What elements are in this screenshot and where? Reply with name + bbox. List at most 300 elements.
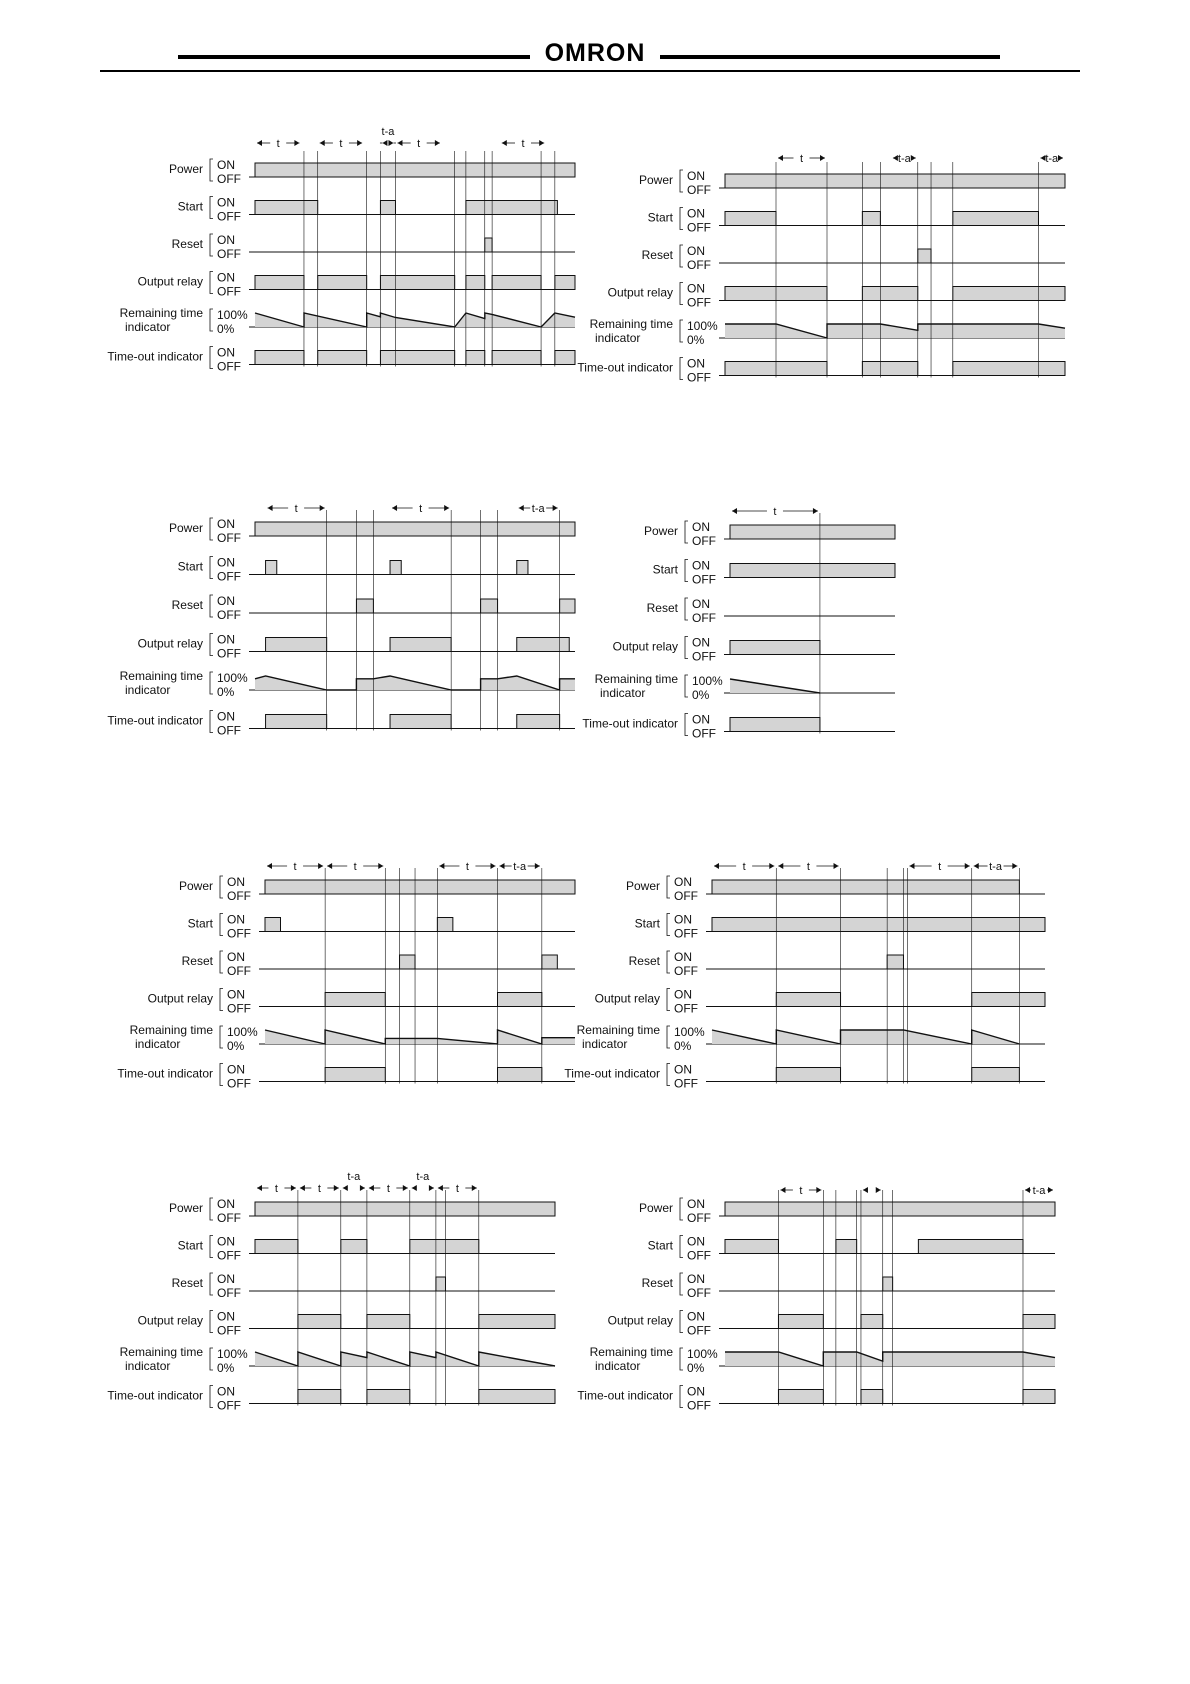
row-bracket: [685, 598, 688, 620]
row-off-label: OFF: [227, 926, 251, 941]
row-off-label: 0%: [227, 1039, 245, 1053]
row-off-label: OFF: [687, 1286, 711, 1300]
row-off-label: 0%: [687, 1361, 705, 1375]
arrowhead: [388, 140, 393, 146]
row-bracket: [667, 989, 670, 1011]
row-bracket: [220, 951, 223, 973]
row-off-label: OFF: [692, 726, 716, 741]
row-label-remaining-time-indicator: Remaining time: [129, 1023, 213, 1037]
start-pulse: [390, 561, 401, 575]
row-off-label: OFF: [687, 370, 711, 385]
row-bracket: [210, 557, 213, 579]
arrowhead: [320, 505, 325, 511]
row-bracket: [667, 951, 670, 973]
header-underline: [100, 70, 1080, 72]
row-on-label: ON: [687, 206, 705, 221]
remaining-time-area: [255, 676, 575, 690]
row-label-time-out-indicator: Time-out indicator: [564, 1066, 660, 1081]
arrowhead: [444, 505, 449, 511]
row-bracket: [220, 989, 223, 1011]
arrowhead: [412, 1185, 417, 1191]
arrowhead: [778, 863, 783, 869]
arrowhead: [502, 140, 507, 146]
start-pulse: [953, 212, 1039, 226]
row-bracket: [685, 521, 688, 543]
timeout-pulse: [266, 715, 327, 729]
arrowhead: [382, 140, 387, 146]
row-on-label: ON: [674, 987, 692, 1002]
timeout-pulse: [953, 362, 1065, 376]
row-on-label: ON: [217, 632, 235, 647]
row-bracket: [210, 159, 213, 181]
start-pulse: [255, 201, 318, 215]
row-on-label: ON: [692, 597, 710, 611]
row-label-reset: Reset: [171, 598, 203, 612]
interval-label: t: [938, 861, 942, 873]
start-pulse: [918, 1240, 1023, 1254]
output-pulse: [298, 1315, 341, 1329]
start-pulse: [437, 918, 453, 932]
interval-label: t: [386, 1183, 390, 1195]
arrowhead: [778, 155, 783, 161]
arrowhead: [863, 1187, 868, 1193]
row-label-power: Power: [643, 524, 678, 538]
row-on-label: 100%: [687, 319, 718, 333]
row-bracket: [210, 1198, 213, 1220]
interval-label: t: [799, 1185, 803, 1197]
row-on-label: ON: [692, 520, 710, 534]
interval-label: t: [806, 861, 810, 873]
row-label-remaining-time-indicator: indicator: [135, 1037, 181, 1051]
row-on-label: ON: [687, 281, 705, 296]
timeout-pulse: [730, 718, 820, 732]
row-on-label: 100%: [687, 1347, 718, 1361]
row-off-label: OFF: [692, 649, 716, 664]
row-label-start: Start: [652, 562, 678, 577]
interval-label: t: [417, 138, 421, 150]
row-off-label: OFF: [227, 964, 251, 978]
row-on-label: ON: [217, 270, 235, 285]
row-off-label: OFF: [217, 1286, 241, 1300]
row-label-output-relay: Output relay: [612, 639, 678, 654]
remaining-time-area: [712, 1030, 1019, 1044]
start-pulse: [466, 201, 558, 215]
row-bracket: [680, 1386, 683, 1408]
row-off-label: 0%: [217, 322, 235, 336]
arrowhead: [439, 863, 444, 869]
row-bracket: [210, 518, 213, 540]
row-off-label: 0%: [687, 333, 705, 347]
timeout-pulse: [861, 1390, 883, 1404]
row-label-power: Power: [168, 162, 203, 176]
arrowhead: [257, 140, 262, 146]
row-bracket: [680, 208, 683, 230]
row-on-label: ON: [687, 1197, 705, 1211]
interval-label: t-a: [381, 126, 395, 138]
row-label-remaining-time-indicator: Remaining time: [576, 1023, 660, 1037]
row-off-label: OFF: [687, 258, 711, 272]
start-pulse: [725, 212, 776, 226]
row-label-output-relay: Output relay: [594, 991, 660, 1006]
row-off-label: 0%: [217, 685, 235, 699]
row-label-output-relay: Output relay: [607, 285, 673, 300]
row-on-label: ON: [687, 1309, 705, 1324]
interval-label: t: [276, 138, 280, 150]
row-on-label: 100%: [217, 671, 248, 685]
arrowhead: [397, 140, 402, 146]
row-off-label: OFF: [217, 646, 241, 661]
row-label-output-relay: Output relay: [137, 1313, 203, 1328]
row-label-start: Start: [177, 199, 203, 214]
timing-diagram-mode-5: [100, 848, 580, 1098]
start-pulse: [341, 1240, 367, 1254]
header-rule-left: [178, 55, 530, 59]
arrowhead: [1012, 863, 1017, 869]
row-bracket: [210, 272, 213, 294]
row-bracket: [680, 1236, 683, 1258]
row-on-label: ON: [217, 158, 235, 172]
row-on-label: 100%: [227, 1025, 258, 1039]
row-off-label: OFF: [692, 572, 716, 587]
row-label-reset: Reset: [171, 1276, 203, 1290]
row-label-power: Power: [178, 879, 213, 893]
interval-label: t: [742, 861, 746, 873]
row-on-label: ON: [217, 345, 235, 360]
row-label-power: Power: [625, 879, 660, 893]
row-label-time-out-indicator: Time-out indicator: [107, 349, 203, 364]
output-pulse: [517, 638, 569, 652]
row-bracket: [210, 197, 213, 219]
timeout-pulse: [972, 1068, 1020, 1082]
arrowhead: [327, 863, 332, 869]
row-label-remaining-time-indicator: indicator: [595, 331, 641, 345]
row-off-label: 0%: [692, 688, 710, 702]
arrowhead: [357, 140, 362, 146]
power-pulse: [712, 880, 1019, 894]
row-label-remaining-time-indicator: Remaining time: [589, 1345, 673, 1359]
row-bracket: [685, 675, 688, 697]
start-pulse: [517, 561, 528, 575]
row-off-label: OFF: [227, 1076, 251, 1091]
row-on-label: 100%: [217, 308, 248, 322]
output-pulse: [325, 993, 385, 1007]
row-label-time-out-indicator: Time-out indicator: [577, 360, 673, 375]
row-on-label: ON: [674, 912, 692, 927]
row-bracket: [220, 914, 223, 936]
row-on-label: ON: [687, 356, 705, 371]
row-on-label: ON: [217, 517, 235, 531]
row-bracket: [680, 1311, 683, 1333]
row-label-remaining-time-indicator: indicator: [595, 1359, 641, 1373]
row-label-start: Start: [177, 1238, 203, 1253]
start-pulse: [712, 918, 1045, 932]
row-label-time-out-indicator: Time-out indicator: [117, 1066, 213, 1081]
row-off-label: OFF: [217, 172, 241, 186]
row-bracket: [667, 876, 670, 898]
row-label-output-relay: Output relay: [137, 636, 203, 651]
remaining-time-area: [265, 1030, 575, 1044]
arrowhead: [360, 1185, 365, 1191]
arrowhead: [318, 863, 323, 869]
power-pulse: [265, 880, 575, 894]
row-on-label: ON: [217, 555, 235, 570]
row-on-label: ON: [692, 712, 710, 727]
row-bracket: [210, 1386, 213, 1408]
arrowhead: [974, 863, 979, 869]
arrowhead: [535, 863, 540, 869]
row-bracket: [680, 358, 683, 380]
row-bracket: [667, 1064, 670, 1086]
row-bracket: [210, 634, 213, 656]
arrowhead: [1048, 1187, 1053, 1193]
row-on-label: ON: [687, 169, 705, 183]
output-pulse: [555, 276, 575, 290]
row-bracket: [685, 637, 688, 659]
row-on-label: ON: [687, 1272, 705, 1286]
row-on-label: 100%: [674, 1025, 705, 1039]
row-bracket: [210, 1348, 213, 1370]
row-on-label: ON: [692, 635, 710, 650]
start-pulse: [410, 1240, 479, 1254]
timeout-pulse: [498, 1068, 542, 1082]
arrowhead: [816, 1187, 821, 1193]
row-label-remaining-time-indicator: indicator: [600, 686, 646, 700]
start-pulse: [266, 561, 277, 575]
row-off-label: OFF: [217, 359, 241, 374]
row-bracket: [680, 1348, 683, 1370]
row-on-label: ON: [217, 1197, 235, 1211]
start-pulse: [730, 564, 895, 578]
arrowhead: [911, 155, 916, 161]
row-off-label: OFF: [217, 1323, 241, 1338]
arrowhead: [435, 140, 440, 146]
row-bracket: [220, 1026, 223, 1048]
arrowhead: [343, 1185, 348, 1191]
power-pulse: [730, 525, 895, 539]
row-off-label: OFF: [674, 889, 698, 903]
row-off-label: OFF: [674, 964, 698, 978]
timing-diagram-mode-6: [564, 848, 1050, 1098]
row-bracket: [680, 320, 683, 342]
row-label-remaining-time-indicator: Remaining time: [119, 669, 203, 683]
remaining-time-area: [725, 1352, 1055, 1366]
row-on-label: ON: [674, 1062, 692, 1077]
reset-pulse: [485, 238, 492, 252]
output-pulse: [972, 993, 1045, 1007]
row-off-label: OFF: [687, 295, 711, 310]
row-label-remaining-time-indicator: indicator: [125, 1359, 171, 1373]
reset-pulse: [481, 599, 498, 613]
row-off-label: OFF: [687, 1211, 711, 1225]
row-on-label: ON: [217, 709, 235, 724]
arrowhead: [291, 1185, 296, 1191]
row-off-label: 0%: [674, 1039, 692, 1053]
row-off-label: OFF: [227, 1001, 251, 1016]
output-pulse: [380, 276, 454, 290]
power-pulse: [255, 1202, 555, 1216]
row-label-power: Power: [168, 1201, 203, 1215]
arrowhead: [1025, 1187, 1030, 1193]
timeout-pulse: [555, 351, 575, 365]
interval-label: t: [465, 861, 469, 873]
output-pulse: [318, 276, 367, 290]
arrowhead: [300, 1185, 305, 1191]
timeout-pulse: [862, 362, 917, 376]
start-pulse: [255, 1240, 298, 1254]
timeout-pulse: [380, 351, 454, 365]
row-on-label: ON: [674, 875, 692, 889]
row-label-reset: Reset: [181, 954, 213, 968]
arrowhead: [491, 863, 496, 869]
arrowhead: [294, 140, 299, 146]
row-off-label: OFF: [227, 889, 251, 903]
row-bracket: [210, 1236, 213, 1258]
row-on-label: ON: [227, 912, 245, 927]
reset-pulse: [436, 1277, 446, 1291]
row-off-label: OFF: [217, 531, 241, 545]
row-bracket: [667, 1026, 670, 1048]
start-pulse: [380, 201, 395, 215]
timeout-pulse: [776, 1068, 840, 1082]
interval-label: t: [455, 1183, 459, 1195]
reset-pulse: [560, 599, 575, 613]
row-label-reset: Reset: [641, 1276, 673, 1290]
row-label-output-relay: Output relay: [137, 274, 203, 289]
timing-diagram-mode-8: [577, 1172, 1060, 1422]
row-bracket: [680, 1198, 683, 1220]
row-bracket: [210, 595, 213, 617]
timeout-pulse: [492, 351, 541, 365]
arrowhead: [438, 1185, 443, 1191]
interval-label: t-a: [1045, 153, 1059, 165]
row-on-label: ON: [692, 558, 710, 573]
row-on-label: ON: [227, 875, 245, 889]
row-off-label: OFF: [217, 209, 241, 224]
row-label-remaining-time-indicator: Remaining time: [594, 672, 678, 686]
output-pulse: [730, 641, 820, 655]
row-off-label: 0%: [217, 1361, 235, 1375]
output-pulse: [367, 1315, 410, 1329]
reset-pulse: [356, 599, 373, 613]
row-on-label: ON: [217, 1272, 235, 1286]
row-label-output-relay: Output relay: [607, 1313, 673, 1328]
row-off-label: OFF: [217, 569, 241, 584]
arrowhead: [500, 863, 505, 869]
output-pulse: [498, 993, 542, 1007]
row-off-label: OFF: [687, 183, 711, 197]
omron-logo: OMRON: [544, 39, 646, 67]
timeout-pulse: [298, 1390, 341, 1404]
row-on-label: ON: [687, 244, 705, 258]
row-bracket: [680, 245, 683, 267]
row-bracket: [210, 672, 213, 694]
row-bracket: [685, 714, 688, 736]
row-label-remaining-time-indicator: Remaining time: [119, 1345, 203, 1359]
interval-label: t: [521, 138, 525, 150]
timeout-pulse: [1023, 1390, 1055, 1404]
row-label-start: Start: [177, 559, 203, 574]
row-bracket: [680, 170, 683, 192]
row-bracket: [220, 876, 223, 898]
row-on-label: ON: [217, 195, 235, 210]
row-label-time-out-indicator: Time-out indicator: [107, 713, 203, 728]
row-bracket: [210, 1273, 213, 1295]
timing-diagram-mode-4: [582, 493, 900, 741]
row-on-label: ON: [217, 233, 235, 247]
row-off-label: OFF: [217, 608, 241, 622]
row-off-label: OFF: [692, 611, 716, 625]
row-bracket: [680, 283, 683, 305]
arrowhead: [769, 863, 774, 869]
output-pulse: [479, 1315, 555, 1329]
interval-label: t: [419, 503, 423, 515]
row-label-remaining-time-indicator: Remaining time: [589, 317, 673, 331]
row-label-remaining-time-indicator: indicator: [125, 320, 171, 334]
row-off-label: OFF: [217, 284, 241, 299]
row-label-power: Power: [638, 173, 673, 187]
arrowhead: [834, 863, 839, 869]
interval-label: t: [773, 506, 777, 518]
output-pulse: [778, 1315, 823, 1329]
row-bracket: [667, 914, 670, 936]
row-label-power: Power: [638, 1201, 673, 1215]
row-label-output-relay: Output relay: [147, 991, 213, 1006]
interval-label: t: [293, 861, 297, 873]
row-label-time-out-indicator: Time-out indicator: [107, 1388, 203, 1403]
row-bracket: [210, 347, 213, 369]
row-off-label: OFF: [217, 247, 241, 261]
start-pulse: [265, 918, 281, 932]
arrowhead: [965, 863, 970, 869]
row-bracket: [210, 711, 213, 733]
reset-pulse: [542, 955, 558, 969]
output-pulse: [255, 276, 304, 290]
output-pulse: [776, 993, 840, 1007]
row-on-label: ON: [227, 1062, 245, 1077]
row-on-label: 100%: [692, 674, 723, 688]
timing-diagram-mode-1: [100, 125, 580, 395]
interval-label: t-a: [531, 503, 545, 515]
interval-label: t-a: [1032, 1185, 1046, 1197]
row-label-reset: Reset: [171, 237, 203, 251]
row-bracket: [210, 1311, 213, 1333]
start-pulse: [836, 1240, 857, 1254]
row-label-time-out-indicator: Time-out indicator: [577, 1388, 673, 1403]
interval-label: t: [317, 1183, 321, 1195]
row-bracket: [210, 309, 213, 331]
output-pulse: [492, 276, 541, 290]
row-on-label: ON: [687, 1384, 705, 1399]
row-off-label: OFF: [674, 1076, 698, 1091]
arrowhead: [472, 1185, 477, 1191]
interval-label: t: [799, 153, 804, 165]
interval-label: t-a: [416, 1171, 430, 1183]
timeout-pulse: [466, 351, 485, 365]
arrowhead: [257, 1185, 262, 1191]
start-pulse: [725, 1240, 778, 1254]
row-label-remaining-time-indicator: indicator: [125, 683, 171, 697]
reset-pulse: [400, 955, 416, 969]
row-on-label: ON: [217, 1384, 235, 1399]
output-pulse: [466, 276, 485, 290]
interval-label: t: [339, 138, 343, 150]
arrowhead: [429, 1185, 434, 1191]
interval-label: t: [274, 1183, 278, 1195]
output-pulse: [1023, 1315, 1055, 1329]
row-off-label: OFF: [217, 1248, 241, 1263]
row-on-label: ON: [217, 1309, 235, 1324]
arrowhead: [378, 863, 383, 869]
